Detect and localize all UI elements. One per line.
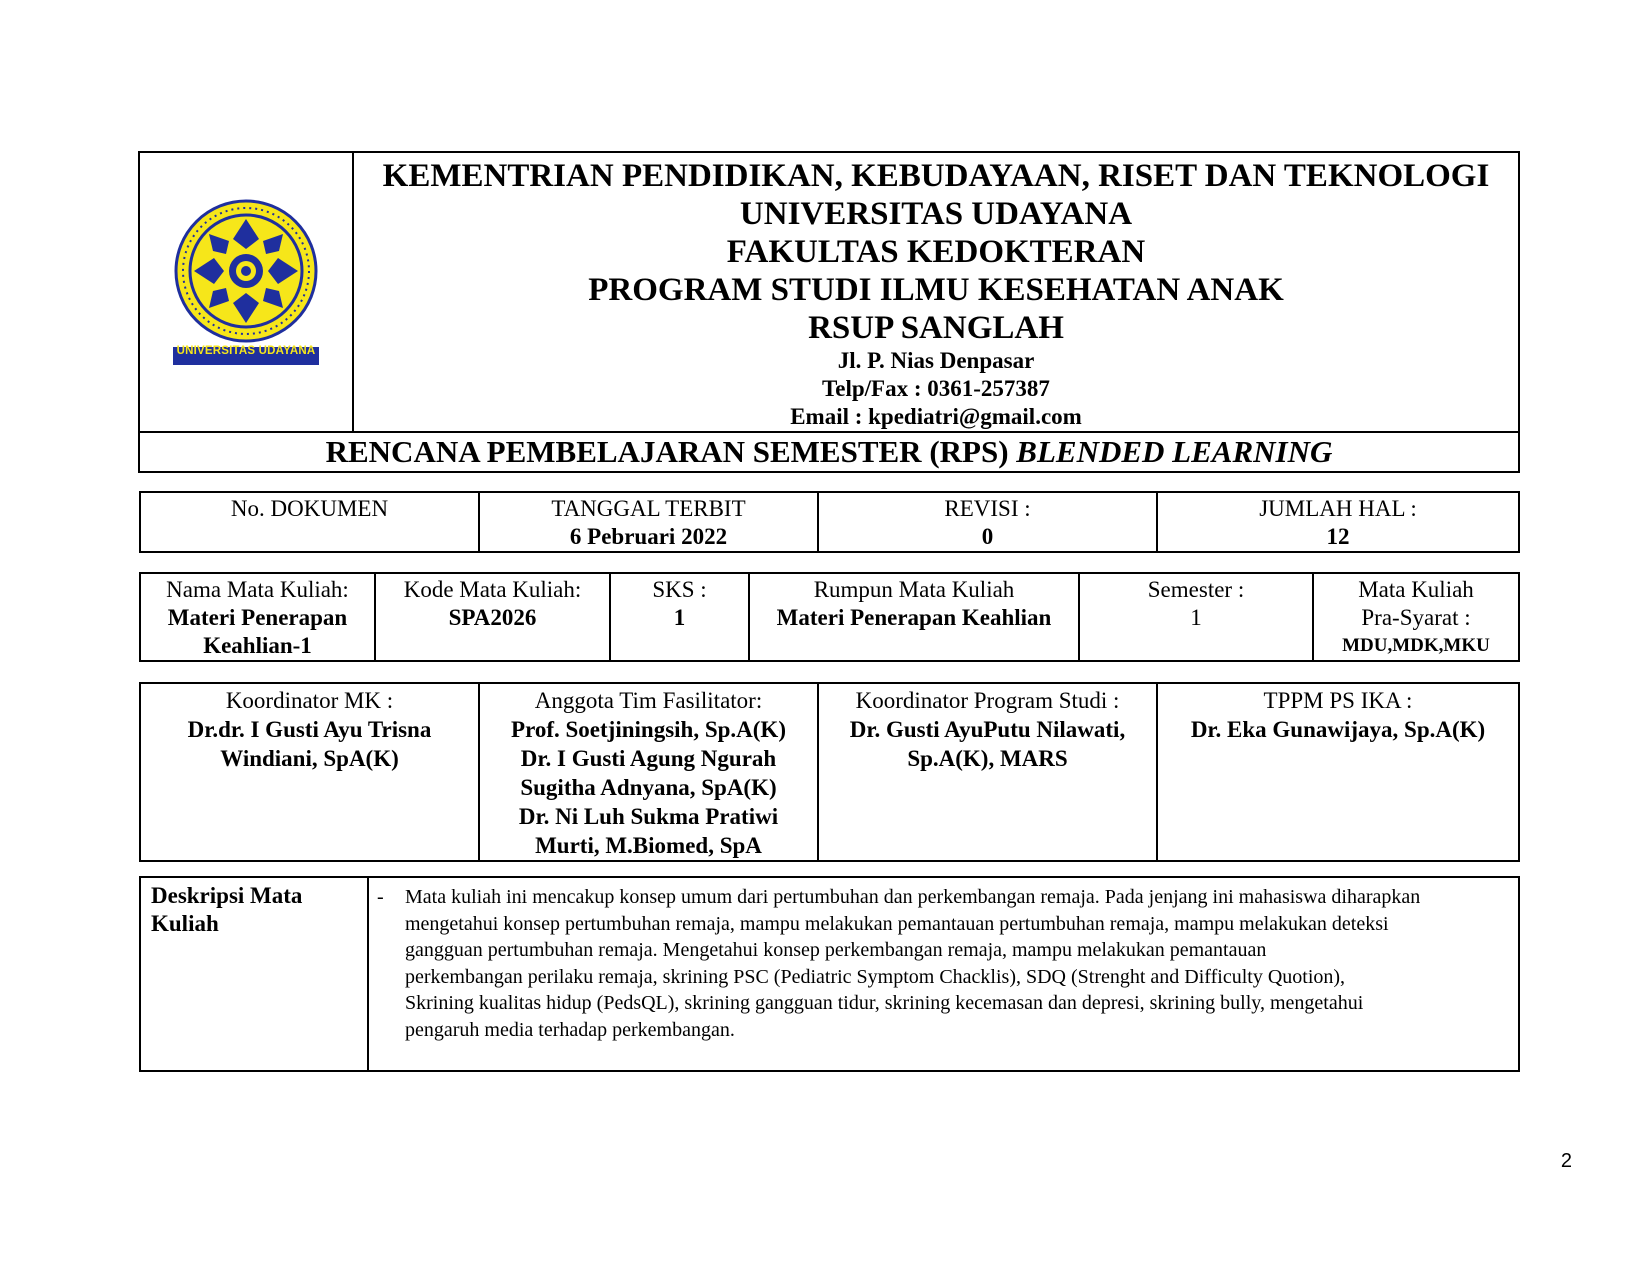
institution-line-university: UNIVERSITAS UDAYANA bbox=[739, 196, 1133, 232]
course-coordinator-cell bbox=[140, 683, 479, 861]
institution-line-program: PROGRAM STUDI ILMU KESEHATAN ANAK bbox=[588, 272, 1284, 308]
facilitator-name-3: Sugitha Adnyana, SpA(K) bbox=[520, 775, 777, 800]
course-coordinator-label: Koordinator MK : bbox=[225, 688, 394, 713]
course-code-label: Kode Mata Kuliah: bbox=[403, 577, 582, 602]
prerequisite-label-2: Pra-Syarat : bbox=[1361, 605, 1471, 630]
description-table bbox=[139, 876, 1520, 1072]
course-name-label: Nama Mata Kuliah: bbox=[166, 577, 349, 602]
course-name-value-2: Keahlian-1 bbox=[203, 633, 312, 658]
description-line: mengetahui konsep pertumbuhan remaja, mampu melakukan pemantauan pertumbuhan remaja, mampu melakukan deteksi bbox=[405, 912, 1389, 935]
document-title-main: RENCANA PEMBELAJARAN SEMESTER (RPS) bbox=[325, 434, 1017, 469]
doc-number-cell bbox=[140, 492, 479, 552]
program-coordinator-name-1: Dr. Gusti AyuPutu Nilawati, bbox=[849, 717, 1126, 742]
description-line: perkembangan perilaku remaja, skrining PSC (Pediatric Symptom Chacklis), SDQ (Strenght and Difficulty Quotion), bbox=[405, 965, 1346, 988]
page-count-cell bbox=[1157, 492, 1519, 552]
facilitator-team-cell bbox=[479, 683, 818, 861]
description-label-cell bbox=[140, 877, 368, 1071]
course-info-table bbox=[139, 572, 1520, 662]
program-coordinator-cell bbox=[818, 683, 1157, 861]
document-title bbox=[139, 432, 1519, 472]
sks-label: SKS : bbox=[652, 577, 707, 602]
email: Email : kpediatri@gmail.com bbox=[790, 404, 1082, 429]
prerequisite-label-1: Mata Kuliah bbox=[1358, 577, 1474, 602]
facilitator-team-label: Anggota Tim Fasilitator: bbox=[534, 688, 763, 713]
tppm-name: Dr. Eka Gunawijaya, Sp.A(K) bbox=[1190, 717, 1486, 742]
page-number: 2 bbox=[1560, 1150, 1572, 1172]
institution-block bbox=[353, 152, 1519, 432]
team-table bbox=[139, 682, 1520, 862]
description-line: Mata kuliah ini mencakup konsep umum dari pertumbuhan dan perkembangan remaja. Pada jenjang ini mahasiswa diharapkan bbox=[405, 886, 1421, 908]
course-group-value: Materi Penerapan Keahlian bbox=[776, 605, 1052, 630]
issue-date-cell bbox=[479, 492, 818, 552]
description-label-1: Deskripsi Mata bbox=[151, 883, 303, 908]
page-count-label: JUMLAH HAL : bbox=[1259, 496, 1417, 521]
sks-value: 1 bbox=[673, 605, 686, 630]
program-coordinator-label: Koordinator Program Studi : bbox=[855, 688, 1120, 713]
course-coordinator-name-2: Windiani, SpA(K) bbox=[220, 746, 399, 771]
institution-line-hospital: RSUP SANGLAH bbox=[808, 310, 1064, 346]
header-table bbox=[138, 151, 1520, 473]
facilitator-name-4: Dr. Ni Luh Sukma Pratiwi bbox=[518, 804, 779, 829]
description-label-2: Kuliah bbox=[151, 911, 219, 936]
course-coordinator-name-1: Dr.dr. I Gusti Ayu Trisna bbox=[187, 717, 432, 742]
institution-line-faculty: FAKULTAS KEDOKTERAN bbox=[726, 234, 1146, 270]
institution-line-ministry: KEMENTRIAN PENDIDIKAN, KEBUDAYAAN, RISET DAN TEKNOLOGI bbox=[382, 158, 1490, 194]
issue-date-value: 6 Pebruari 2022 bbox=[569, 524, 728, 549]
page-count-value: 12 bbox=[1326, 524, 1350, 549]
facilitator-name-1: Prof. Soetjiningsih, Sp.A(K) bbox=[511, 717, 786, 742]
tppm-cell bbox=[1157, 683, 1519, 861]
description-line: gangguan pertumbuhan remaja. Mengetahui konsep perkembangan remaja, mampu melakukan pemantauan bbox=[405, 939, 1267, 961]
document-info-table bbox=[139, 491, 1520, 553]
prerequisite-value: MDU,MDK,MKU bbox=[1342, 635, 1490, 656]
sks-cell bbox=[610, 573, 749, 661]
program-coordinator-name-2: Sp.A(K), MARS bbox=[907, 746, 1068, 771]
semester-label: Semester : bbox=[1147, 577, 1245, 602]
issue-date-label: TANGGAL TERBIT bbox=[551, 496, 746, 521]
semester-value: 1 bbox=[1190, 605, 1202, 630]
university-seal-icon bbox=[171, 199, 321, 369]
revision-value: 0 bbox=[981, 524, 994, 549]
course-name-value-1: Materi Penerapan bbox=[167, 605, 348, 630]
facilitator-name-2: Dr. I Gusti Agung Ngurah bbox=[520, 746, 777, 771]
logo-label: UNIVERSITAS UDAYANA bbox=[176, 344, 316, 357]
revision-cell bbox=[818, 492, 1157, 552]
course-code-value: SPA2026 bbox=[448, 605, 537, 630]
course-name-cell bbox=[140, 573, 375, 661]
description-bullet: - bbox=[377, 886, 384, 908]
address: Jl. P. Nias Denpasar bbox=[837, 348, 1035, 373]
revision-label: REVISI : bbox=[944, 496, 1031, 521]
course-code-cell bbox=[375, 573, 610, 661]
semester-cell bbox=[1079, 573, 1313, 661]
description-body-cell bbox=[368, 877, 1519, 1071]
course-group-cell bbox=[749, 573, 1079, 661]
description-text bbox=[405, 884, 1420, 1043]
tppm-label: TPPM PS IKA : bbox=[1263, 688, 1413, 713]
prerequisite-cell bbox=[1313, 573, 1519, 661]
facilitator-name-5: Murti, M.Biomed, SpA bbox=[535, 833, 762, 858]
doc-number-label: No. DOKUMEN bbox=[230, 496, 389, 521]
description-line: Skrining kualitas hidup (PedsQL), skrining gangguan tidur, skrining kecemasan dan depresi, skrining bully, mengetahui bbox=[405, 992, 1364, 1014]
phone: Telp/Fax : 0361-257387 bbox=[822, 376, 1050, 401]
document-title-italic: BLENDED LEARNING bbox=[1016, 434, 1333, 469]
course-group-label: Rumpun Mata Kuliah bbox=[813, 577, 1015, 602]
logo-cell bbox=[139, 152, 353, 432]
description-line: pengaruh media terhadap perkembangan. bbox=[405, 1018, 735, 1041]
